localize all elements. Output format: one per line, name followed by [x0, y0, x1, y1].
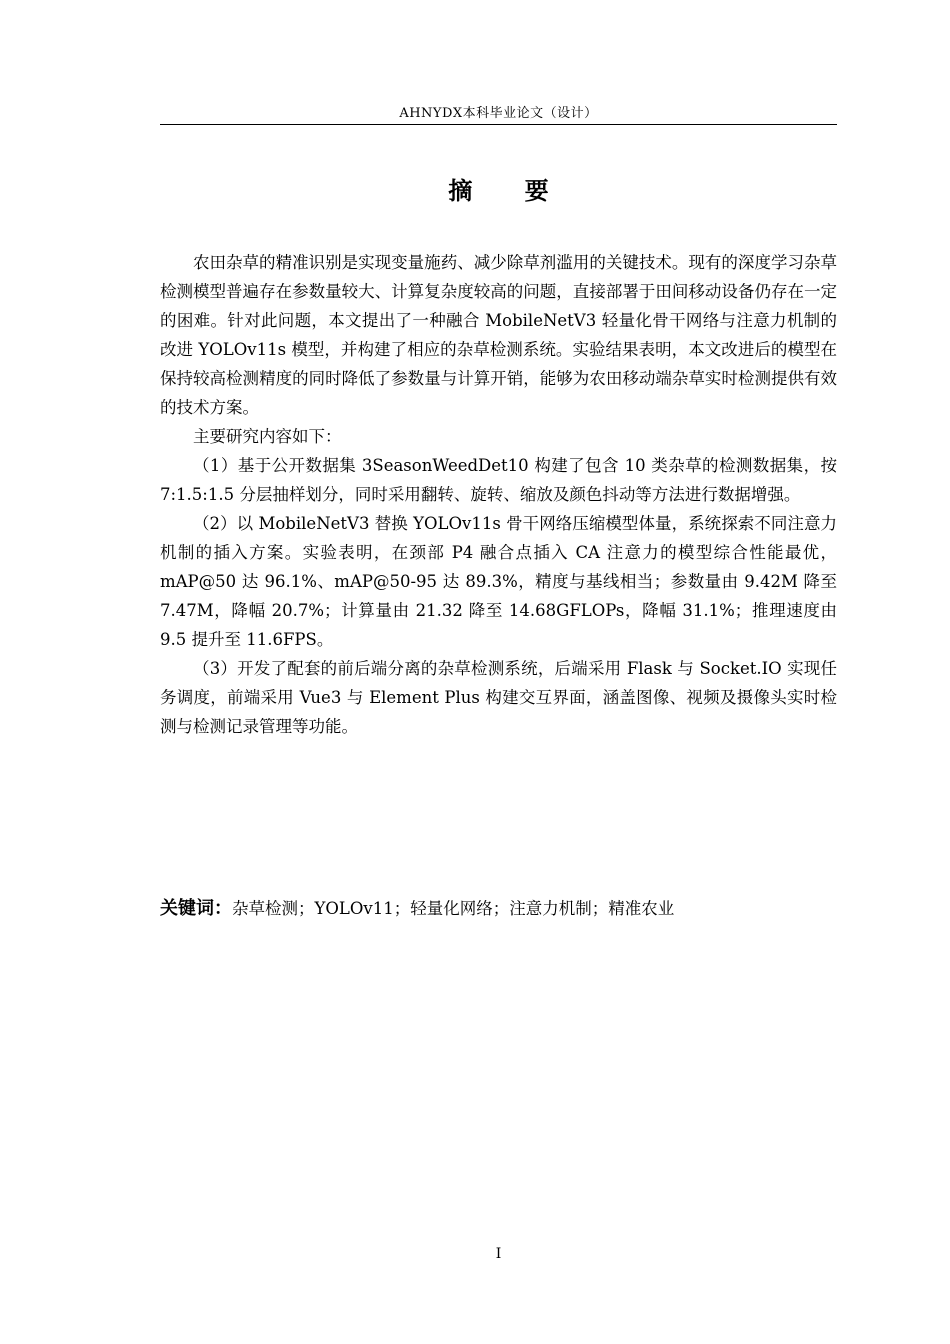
abstract-title: 摘 要 [448, 177, 571, 205]
keywords-line [160, 894, 837, 923]
abstract-paragraph-item-3: （3）开发了配套的前后端分离的杂草检测系统，后端采用 Flask 与 Socket.IO 实现任务调度，前端采用 Vue3 与 Element Plus 构建交互界面，涵盖图像、视频及摄像头实时检测与检测记录管理等功能。 [160, 659, 837, 736]
abstract-paragraph-intro: 农田杂草的精准识别是实现变量施药、减少除草剂滥用的关键技术。现有的深度学习杂草检测模型普遍存在参数量较大、计算复杂度较高的问题，直接部署于田间移动设备仍存在一定的困难。针对此问题，本文提出了一种融合 MobileNetV3 轻量化骨干网络与注意力机制的改进 YOLOv11s 模型，并构建了相应的杂草检测系统。实验结果表明，本文改进后的模型在保持较高检测精度的同时降低了参数量与计算开销，能够为农田移动端杂草实时检测提供有效的技术方案。 [160, 253, 837, 417]
keywords-text: 杂草检测；YOLOv11；轻量化网络；注意力机制；精准农业 [232, 899, 675, 918]
abstract-paragraph-contents-lead: 主要研究内容如下： [193, 427, 342, 446]
abstract-paragraph-item-1: （1）基于公开数据集 3SeasonWeedDet10 构建了包含 10 类杂草的检测数据集，按 7:1.5:1.5 分层抽样划分，同时采用翻转、旋转、缩放及颜色抖动等方法进行数据增强。 [160, 456, 837, 504]
abstract-paragraph-item-2: （2）以 MobileNetV3 替换 YOLOv11s 骨干网络压缩模型体量，系统探索不同注意力机制的插入方案。实验表明，在颈部 P4 融合点插入 CA 注意力的模型综合性能最优，mAP@50 达 96.1%、mAP@50-95 达 89.3%，精度与基线相当；参数量由 9.42M 降至 7.47M，降幅 20.7%；计算量由 21.32 降至 14.68GFLOPs，降幅 31.1%；推理速度由 9.5 提升至 11.6FPS。 [160, 514, 837, 649]
header-rule [160, 124, 837, 125]
keywords-label: 关键词： [160, 898, 232, 919]
running-header: AHNYDX本科毕业论文（设计） [399, 106, 598, 121]
abstract-body [160, 248, 837, 741]
page-number: I [495, 1246, 502, 1262]
